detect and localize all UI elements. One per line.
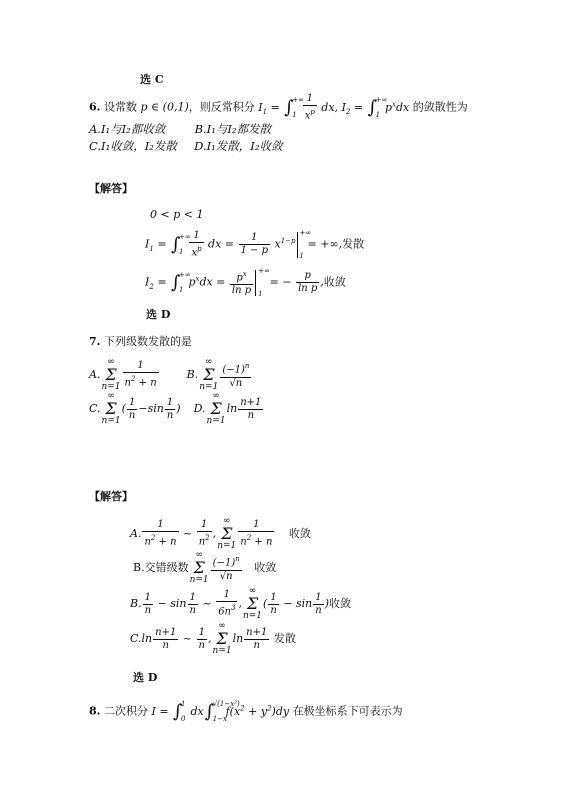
q6-line3-result: 收敛: [323, 275, 346, 289]
q6-number: 6.: [89, 100, 101, 114]
q8-integral: I = ∫ 1 0 dx∫ √(1−x²) 1−x $f(x^2 + y^2)dy$: [151, 699, 290, 723]
q7-question: [89, 335, 192, 349]
q7-solution-a: A. $\frac{1}{n^2 + n}$ ~ $\frac{1}{n^2}$ ,∞ Σ n=1 $\frac{1}{n^2 + n}$ 收敛: [130, 516, 311, 551]
q8-question: [89, 701, 403, 721]
q7-solution-d-result: 发散: [273, 632, 296, 645]
q8-prompt: 二次积分: [103, 704, 148, 718]
q6-options-row1: [89, 122, 271, 136]
q7-solution-b-result: 收敛: [254, 561, 277, 574]
q6-prefix: 设常数: [103, 100, 137, 114]
q8-suffix: 在极坐标系下可表示为: [292, 704, 403, 718]
q7-option-a-label: A.: [89, 368, 101, 381]
q7-option-b-label: B.: [186, 368, 199, 381]
q7-solution-header: 【解答】: [89, 490, 133, 503]
q6-question: [89, 93, 468, 122]
q7-solution-c: B. $\frac{1}{n}$ − sin $\frac{1}{n}$ ~ $\frac{1}{6n^3}$ ,∞ Σ n=1( $\frac{1}{n}$ − sin $\frac{1}{n}$ )收敛: [130, 586, 352, 621]
q6-solution-line3: $I_2$ = ∫ +∞ 1 $p^xdx$ = $\frac{p^x}{\text{ln p}}$ +∞ 1 = − $\frac{p}{\text{ln p}}$ ,收敛: [145, 266, 346, 298]
q7-solution-b-label: B.交错级数: [133, 561, 189, 574]
q6-options-row2: [89, 139, 282, 153]
q6-integral-i1: $I_1$ = ∫ +∞ 1 $\frac{1}{x^p}$ dx,: [258, 93, 339, 122]
q5-answer: 选 C: [140, 73, 164, 86]
q7-solution-c-result: 收敛: [329, 597, 352, 610]
q6-mid: ，则反常积分: [188, 100, 255, 114]
q6-option-d: D.I₁发散，I₂收敛: [194, 139, 283, 153]
q7-options-row1: A.∞ Σ n=1 $\frac{1}{n^2 + n}$ B.∞ Σ n=1 $\frac{(-1)^n}{√n}$: [89, 357, 250, 392]
q7-options-row2: C.∞ Σ n=1( $\frac{1}{n}$ −sin $\frac{1}{n}$ ) D.∞ Σ n=1ln $\frac{n+1}{n}$: [89, 391, 262, 426]
q7-option-c-label: C.: [89, 402, 101, 415]
q7-solution-d: C.ln $\frac{n+1}{n}$ ~ $\frac{1}{n}$ ,∞ Σ n=1ln $\frac{n+1}{n}$ 发散: [130, 621, 296, 656]
q6-solution-line1: 0 < p < 1: [150, 208, 204, 221]
q6-option-b: B.I₁与I₂都发散: [194, 122, 271, 136]
q8-number: 8.: [89, 704, 101, 718]
q7-solution-a-result: 收敛: [288, 527, 311, 540]
q7-solution-b: B.交错级数∞ Σ n=1 $\frac{(-1)^n}{√n}$ 收敛: [133, 550, 277, 585]
q7-prompt: 下列级数发散的是: [103, 335, 192, 348]
q6-solution-line2: $I_1$ = ∫ +∞ 1 $\frac{1}{x^p}$ dx = $\frac{1}{1 - p}$ $x^{1-p}$ +∞ 1 = +∞,发散: [145, 228, 365, 260]
q6-answer: 选 D: [146, 308, 171, 321]
q7-answer: 选 D: [133, 671, 158, 684]
q7-number: 7.: [89, 335, 101, 348]
q6-solution-header: 【解答】: [89, 182, 133, 195]
q6-option-c: C.I₁收敛，I₂发散: [89, 139, 177, 153]
q7-option-d-label: D.: [193, 402, 206, 415]
q6-suffix: 的敛散性为: [412, 100, 468, 114]
q6-option-a: A.I₁与I₂都收敛: [89, 122, 166, 136]
q6-integral-i2: $I_2$ = ∫ +∞ 1 $p^xdx$: [341, 95, 410, 119]
q6-line2-result: = +∞,发散: [307, 237, 365, 251]
q6-condition: p ∈ (0,1): [140, 100, 189, 114]
